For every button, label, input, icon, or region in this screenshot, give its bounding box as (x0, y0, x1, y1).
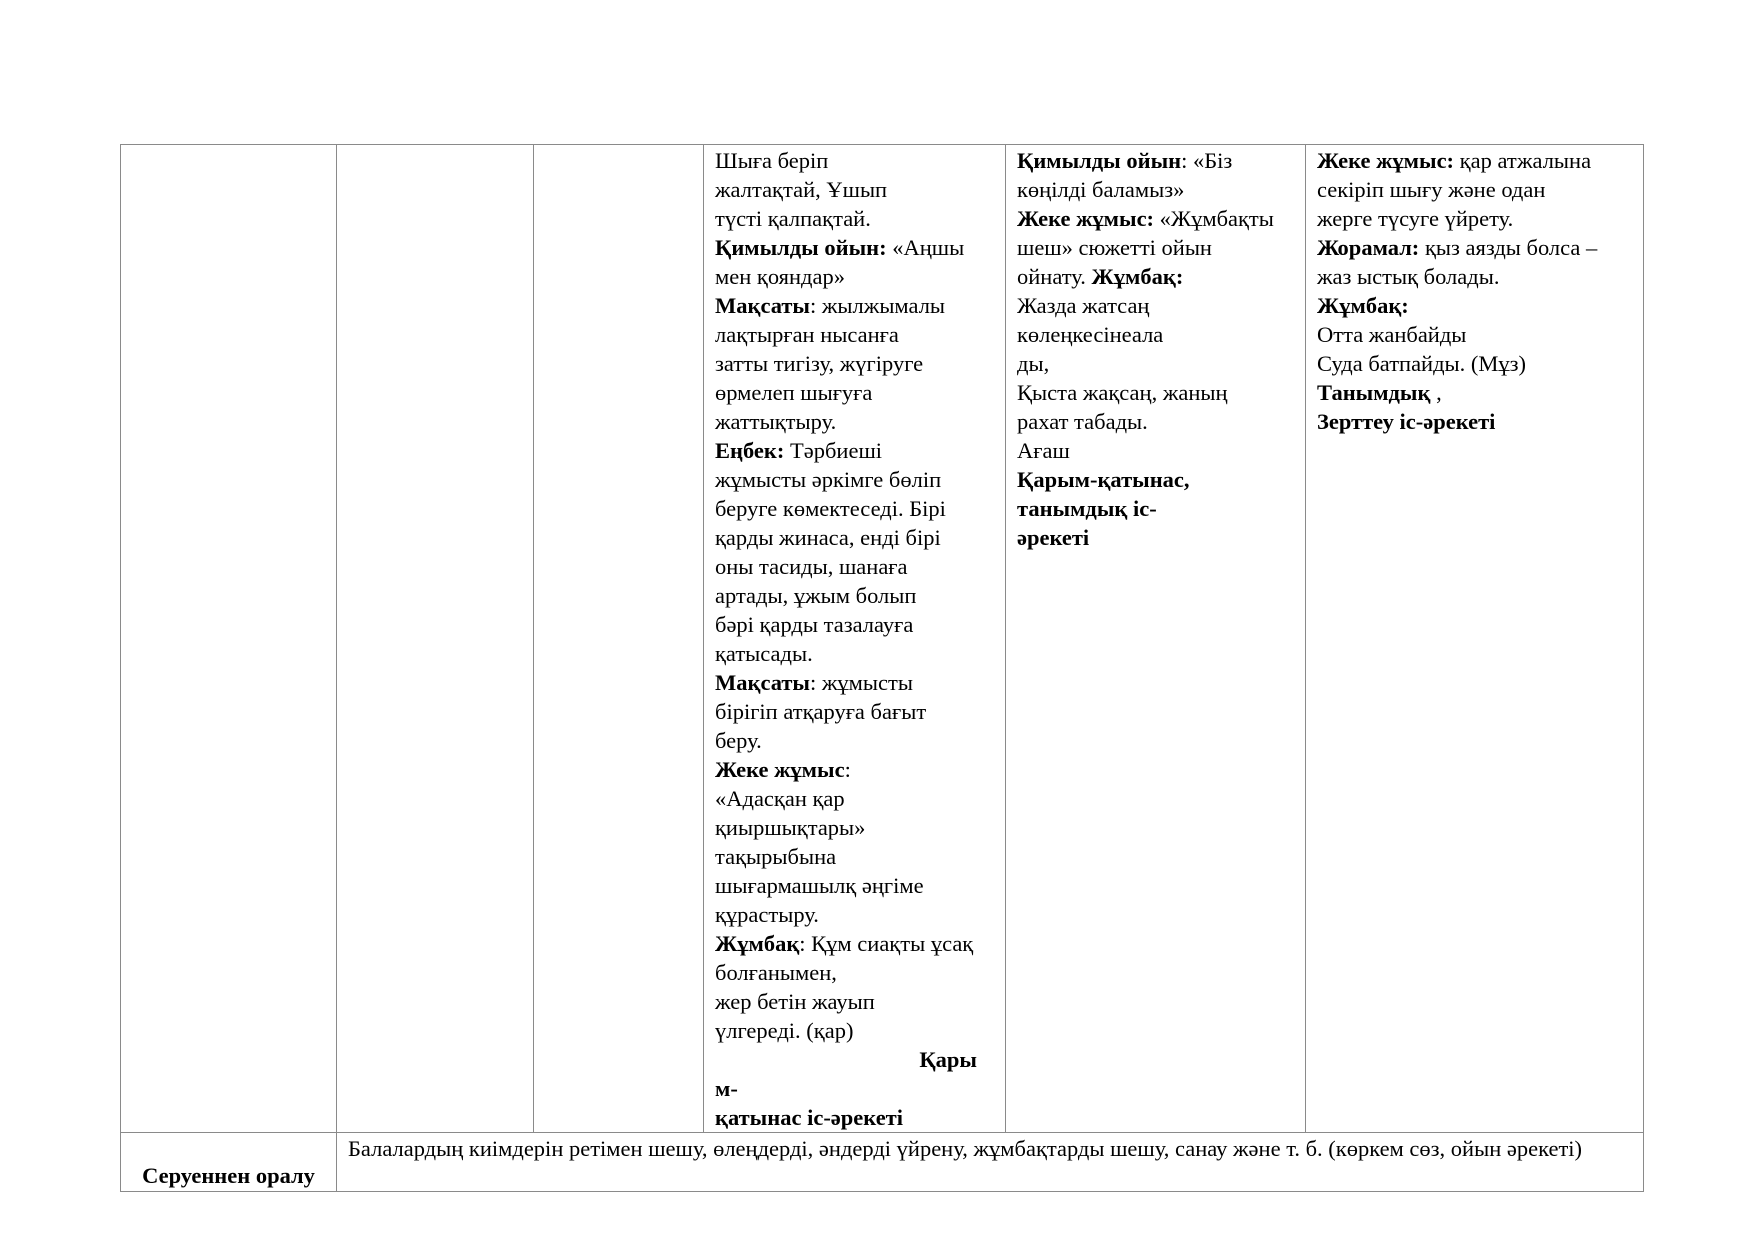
activity-type: танымдық іс- (1017, 496, 1157, 521)
text-line: секіріп шығу және одан (1317, 177, 1546, 202)
row-label: Серуеннен оралу (121, 1133, 337, 1192)
text-line: құрастыру. (715, 902, 819, 927)
activity-type: қатынас іс-әрекеті (715, 1105, 903, 1130)
text-line: жаз ыстық болады. (1317, 264, 1500, 289)
activity-type: м- (715, 1076, 738, 1101)
text-line: «Адасқан қар (715, 786, 845, 811)
row-description: Балалардың киімдерін ретімен шешу, өлеңдерді, әндерді үйрену, жұмбақтарды шешу, санау және т. б. (көркем сөз, ойын әрекеті) (337, 1133, 1644, 1192)
individual-work-text: қар атжалына (1454, 148, 1592, 173)
text-line: затты тигізу, жүгіруге (715, 351, 924, 376)
text-line (1017, 262, 1301, 291)
empty-cell-2 (337, 145, 534, 1133)
game-label: Қимылды ойын (1017, 148, 1182, 173)
column-4-cell (704, 145, 1006, 1133)
aim-text: : жұмысты (810, 670, 913, 695)
game-label: Қимылды ойын: (715, 235, 887, 260)
aim-label: Мақсаты (715, 293, 810, 318)
text-line (1317, 146, 1639, 175)
return-row (121, 1133, 1644, 1192)
text-line (1317, 378, 1639, 407)
text-line: өрмелеп шығуға (715, 380, 873, 405)
text-line: көлеңкесінеала (1017, 322, 1164, 347)
activity-type: әрекеті (1017, 525, 1090, 550)
game-text: : «Біз (1181, 148, 1233, 173)
labor-text: Тәрбиеші (784, 438, 883, 463)
text-line: түсті қалпақтай. (715, 206, 871, 231)
text-line: мен қояндар» (715, 264, 845, 289)
text-line (1317, 233, 1639, 262)
activity-type: Зерттеу іс-әрекеті (1317, 409, 1496, 434)
text-line: бірігіп атқаруға бағыт (715, 699, 927, 724)
text-line: болғанымен, (715, 960, 837, 985)
riddle-label: Жұмбақ: (1091, 264, 1184, 289)
text-line (715, 755, 1001, 784)
text-line: жалтақтай, Ұшып (715, 177, 888, 202)
text-line: Суда батпайды. (Мұз) (1317, 351, 1527, 376)
text-line: қарды жинаса, енді бірі (715, 525, 941, 550)
text-line: оны тасиды, шанаға (715, 554, 908, 579)
text-line: жерге түсуге үйрету. (1317, 206, 1514, 231)
text-line (715, 233, 1001, 262)
text-line (715, 436, 1001, 465)
text-line (1017, 146, 1301, 175)
activity-type: Қарым-қатынас, (1017, 467, 1190, 492)
individual-work-text: «Жұмбақты (1154, 206, 1274, 231)
game-text: «Аңшы (886, 235, 965, 260)
text-line: Жазда жатсаң (1017, 293, 1150, 318)
text-line: Отта жанбайды (1317, 322, 1467, 347)
empty-cell-3 (534, 145, 704, 1133)
text-line: шеш» сюжетті ойын (1017, 235, 1212, 260)
individual-work-label: Жеке жұмыс: (1017, 206, 1155, 231)
text-line: артады, ұжым болып (715, 583, 917, 608)
text-line: үлгереді. (қар) (715, 1018, 854, 1043)
individual-work-text: : (844, 757, 851, 782)
text-line: көңілді баламыз» (1017, 177, 1185, 202)
column-6-cell (1306, 145, 1644, 1133)
text-line: Қыста жақсаң, жаның (1017, 380, 1228, 405)
individual-work-label: Жеке жұмыс (715, 757, 845, 782)
aim-text: : жылжымалы (810, 293, 946, 318)
activities-row (121, 145, 1644, 1133)
column-5-cell (1006, 145, 1306, 1133)
text-fragment: ойнату. (1017, 264, 1092, 289)
text-line (1017, 204, 1301, 233)
guess-label: Жорамал: (1317, 235, 1420, 260)
text-line: беру. (715, 728, 762, 753)
text-line: қиыршықтары» (715, 815, 866, 840)
riddle-text: : Құм сиақты ұсақ (799, 931, 974, 956)
plan-table (120, 144, 1644, 1192)
text-line (715, 668, 1001, 697)
text-line: бәрі қарды тазалауға (715, 612, 914, 637)
text-line: Ағаш (1017, 438, 1070, 463)
text-line: рахат табады. (1017, 409, 1148, 434)
text-line: қатысады. (715, 641, 813, 666)
text-line: шығармашылқ әңгіме (715, 873, 924, 898)
text-line: жер бетін жауып (715, 989, 875, 1014)
text-line: тақырыбына (715, 844, 837, 869)
riddle-label: Жұмбақ: (1317, 293, 1409, 318)
guess-text: қыз аязды болса – (1419, 235, 1598, 260)
riddle-label: Жұмбақ (715, 931, 800, 956)
empty-cell-1 (121, 145, 337, 1133)
text-line: беруге көмектеседі. Бірі (715, 496, 946, 521)
individual-work-label: Жеке жұмыс: (1317, 148, 1455, 173)
text-line (715, 929, 1001, 958)
activity-type: Танымдық (1317, 380, 1431, 405)
text-line: жұмысты әркімге бөліп (715, 467, 942, 492)
text-line: Шыға беріп (715, 148, 829, 173)
aim-label: Мақсаты (715, 670, 810, 695)
text-line: ды, (1017, 351, 1050, 376)
text-line (715, 291, 1001, 320)
text-line: жаттықтыру. (715, 409, 837, 434)
activity-type: Қары (919, 1047, 977, 1072)
labor-label: Еңбек: (715, 438, 785, 463)
text-line: лақтырған нысанға (715, 322, 899, 347)
text-fragment: , (1430, 380, 1442, 405)
